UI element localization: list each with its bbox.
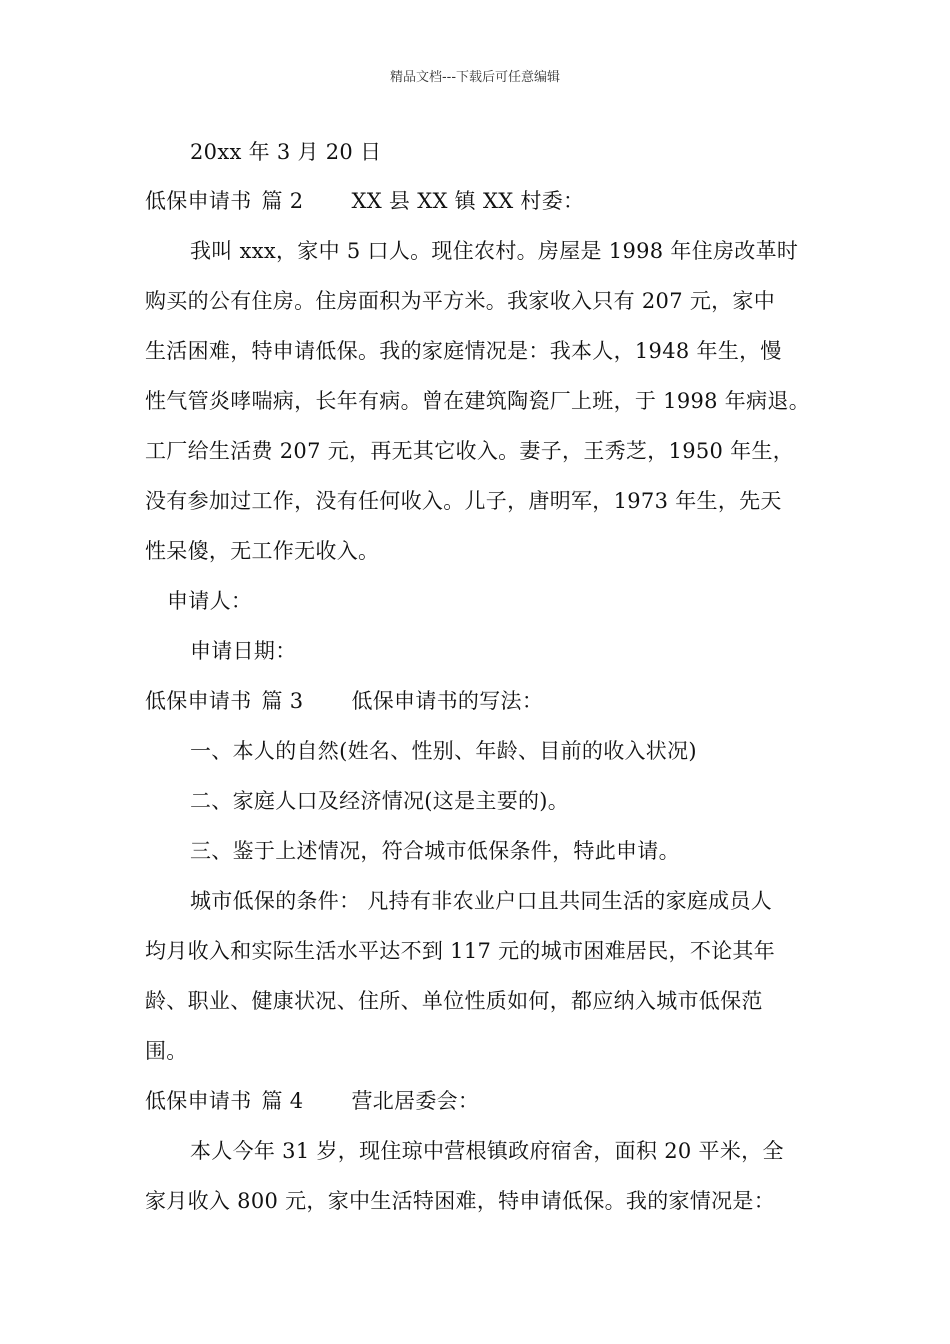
list-item: 二、家庭人口及经济情况(这是主要的)。 bbox=[190, 789, 570, 813]
section-number: 篇 3 bbox=[261, 689, 304, 713]
paragraph-line: 性呆傻，无工作无收入。 bbox=[145, 539, 380, 563]
page-header: 精品文档---下载后可任意编辑 bbox=[389, 70, 561, 85]
section-addressee: 营北居委会： bbox=[351, 1089, 480, 1113]
paragraph-line: 没有参加过工作，没有任何收入。儿子，唐明军，1973 年生，先天 bbox=[145, 489, 782, 513]
paragraph-line: 购买的公有住房。住房面积为平方米。我家收入只有 207 元，家中 bbox=[145, 289, 776, 313]
section-3-heading bbox=[145, 686, 543, 716]
paragraph-line: 均月收入和实际生活水平达不到 117 元的城市困难居民，不论其年 bbox=[145, 939, 776, 963]
section-number: 篇 4 bbox=[261, 1089, 304, 1113]
paragraph-line: 性气管炎哮喘病，长年有病。曾在建筑陶瓷厂上班，于 1998 年病退。 bbox=[145, 389, 810, 413]
section-4-heading bbox=[145, 1086, 479, 1116]
section-number: 篇 2 bbox=[261, 189, 304, 213]
paragraph-line: 城市低保的条件： 凡持有非农业户口且共同生活的家庭成员人 bbox=[190, 889, 773, 913]
section-subtitle: 低保申请书的写法： bbox=[351, 689, 544, 713]
applicant-label: 申请人： bbox=[167, 589, 253, 613]
paragraph-line: 本人今年 31 岁，现住琼中营根镇政府宿舍，面积 20 平米，全 bbox=[190, 1139, 784, 1163]
paragraph-line: 围。 bbox=[145, 1039, 188, 1063]
list-item: 一、本人的自然(姓名、性别、年龄、目前的收入状况) bbox=[190, 739, 697, 763]
paragraph-line: 生活困难，特申请低保。我的家庭情况是：我本人，1948 年生，慢 bbox=[145, 339, 782, 363]
section-2-heading bbox=[145, 186, 584, 216]
apply-date-label: 申请日期： bbox=[190, 639, 297, 663]
paragraph-line: 工厂给生活费 207 元，再无其它收入。妻子，王秀芝，1950 年生， bbox=[145, 439, 795, 463]
list-item: 三、鉴于上述情况，符合城市低保条件，特此申请。 bbox=[190, 839, 680, 863]
paragraph-line: 龄、职业、健康状况、住所、单位性质如何，都应纳入城市低保范 bbox=[145, 989, 763, 1013]
section-title: 低保申请书 bbox=[145, 1089, 252, 1113]
paragraph-line: 家月收入 800 元，家中生活特困难，特申请低保。我的家情况是： bbox=[145, 1189, 776, 1213]
section-title: 低保申请书 bbox=[145, 689, 252, 713]
paragraph-line: 我叫 xxx，家中 5 口人。现住农村。房屋是 1998 年住房改革时 bbox=[190, 239, 799, 263]
section-title: 低保申请书 bbox=[145, 189, 252, 213]
section-addressee: XX 县 XX 镇 XX 村委： bbox=[351, 189, 585, 213]
date-line: 20xx 年 3 月 20 日 bbox=[190, 140, 382, 164]
